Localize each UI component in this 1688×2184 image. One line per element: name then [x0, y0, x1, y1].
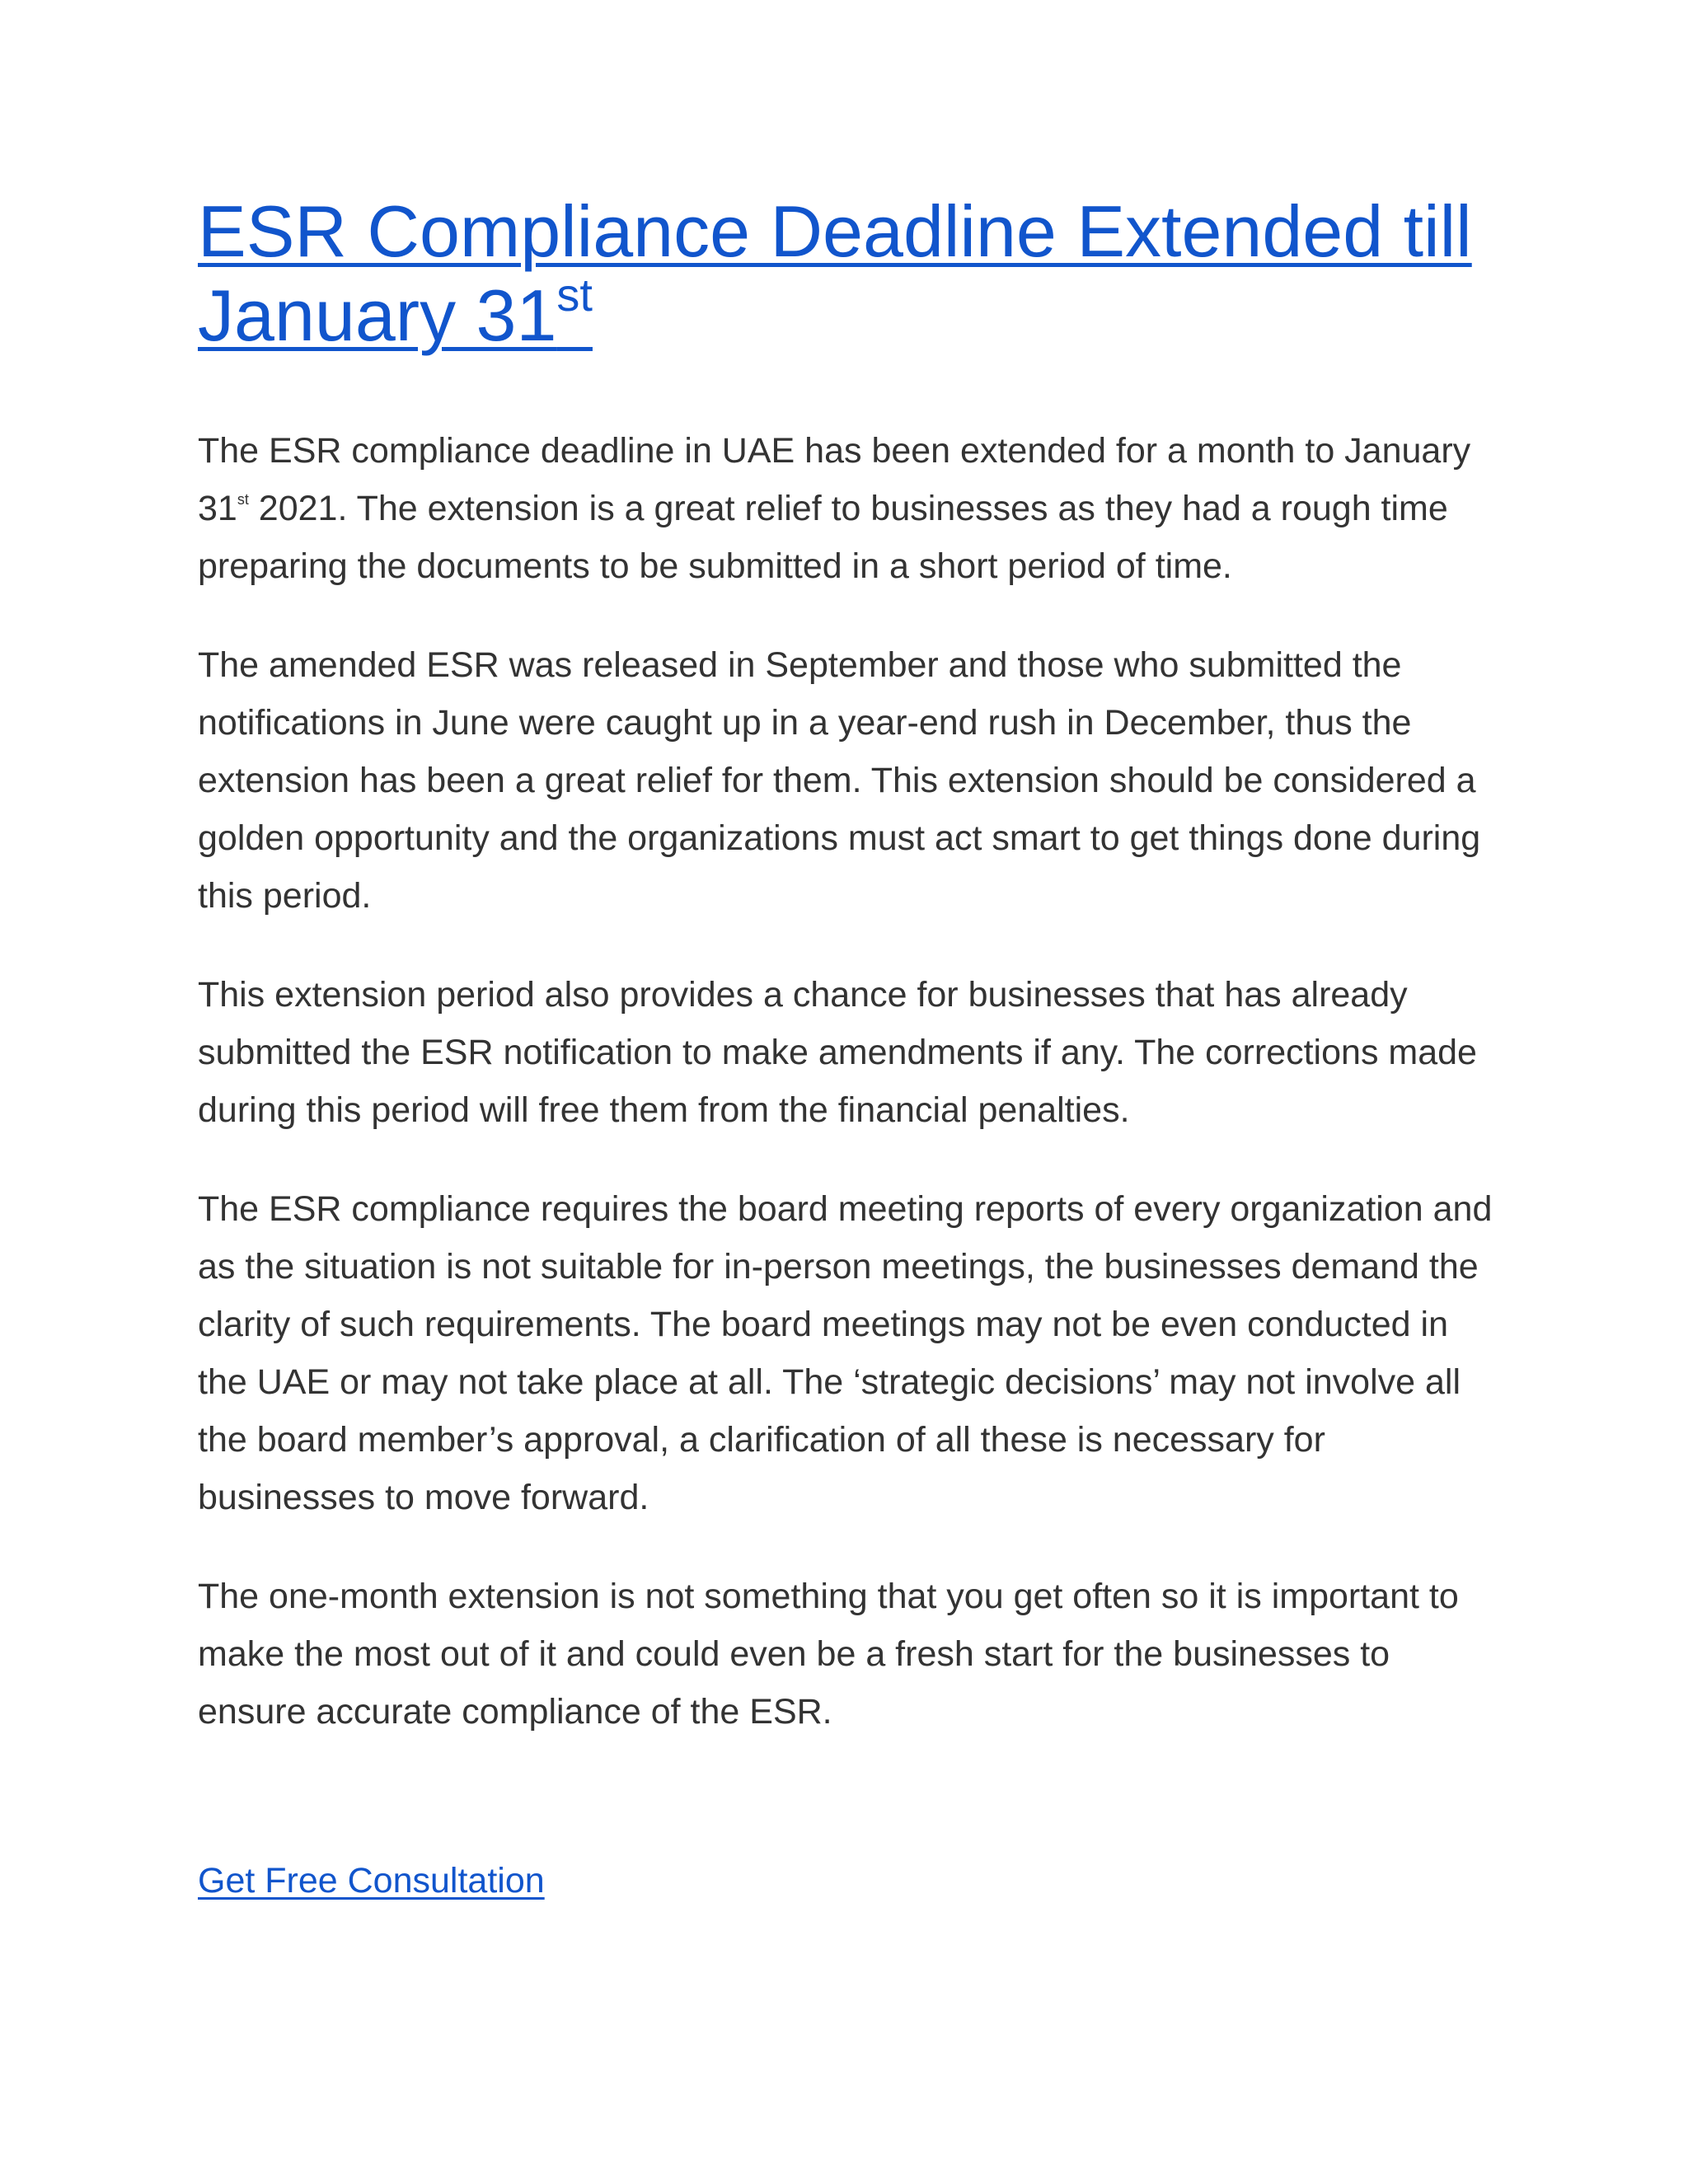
get-free-consultation-link[interactable]: Get Free Consultation — [198, 1861, 545, 1900]
document-page — [198, 190, 1500, 1905]
article-paragraph-3: This extension period also provides a chance for businesses that has already submitted the ESR notification to make amendments if any. The corrections made during this period will free them from the financial penalties. — [198, 975, 1477, 1130]
article-title-link[interactable] — [198, 190, 1500, 358]
paragraph-1-text-before: The ESR compliance deadline in UAE has been extended for a month to January 31 — [198, 431, 1471, 528]
article-paragraph-2: The amended ESR was released in September and those who submitted the notifications in June were caught up in a year-end rush in December, thus the extension has been a great relief for them. This extension should be considered a golden opportunity and the organizations must act smart to get things done during this period. — [198, 645, 1481, 916]
article-title-text: ESR Compliance Deadline Extended till January 31 — [198, 190, 1472, 356]
article-paragraph-5: The one-month extension is not something that you get often so it is important to make the most out of it and could even be a fresh start for the businesses to ensure accurate compliance of the ESR. — [198, 1577, 1459, 1732]
article-title-ordinal-suffix: st — [556, 268, 593, 321]
paragraph-1-text-after: 2021. The extension is a great relief to businesses as they had a rough time preparing the documents to be submitted in a short period of time. — [198, 489, 1448, 586]
paragraph-1-ordinal-suffix: st — [237, 490, 249, 508]
article-paragraph-1 — [198, 422, 1500, 595]
article-paragraph-4: The ESR compliance requires the board meeting reports of every organization and as the situation is not suitable for in-person meetings, the businesses demand the clarity of such requirements. The board meetings may not be even conducted in the UAE or may not take place at all. The ‘strategic decisions’ may not involve all the board member’s approval, a clarification of all these is necessary for businesses to move forward. — [198, 1189, 1493, 1517]
